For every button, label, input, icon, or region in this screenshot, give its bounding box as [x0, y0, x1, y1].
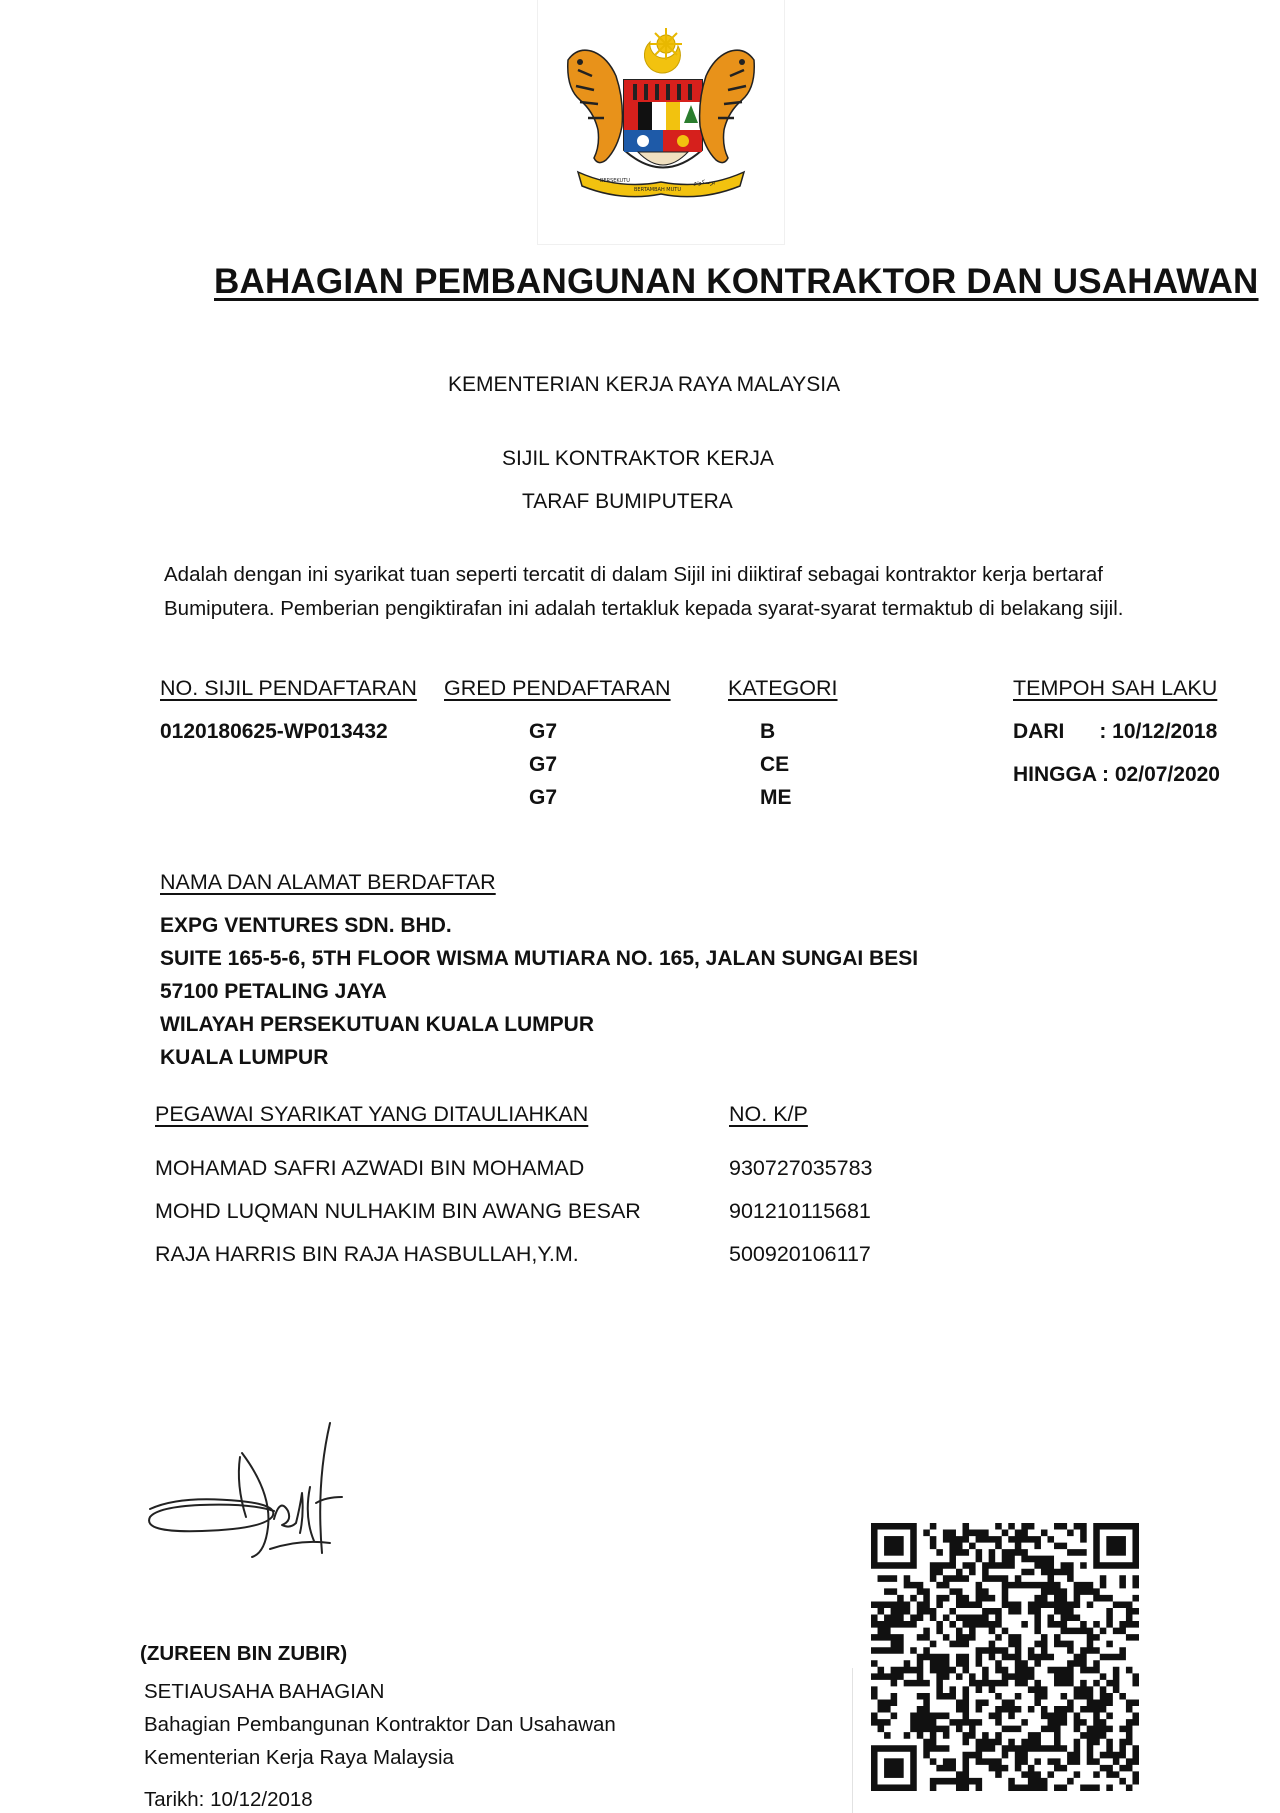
registration-number: 0120180625-WP013432: [160, 720, 388, 743]
issue-date: Tarikh: 10/12/2018: [144, 1788, 313, 1811]
signatory-ministry: Kementerian Kerja Raya Malaysia: [144, 1746, 454, 1769]
grade-value: G7: [529, 753, 558, 776]
certificate-title: SIJIL KONTRAKTOR KERJA: [502, 447, 774, 470]
category-value: ME: [760, 786, 792, 809]
officer-id: 930727035783: [729, 1156, 873, 1180]
signatory-title: SETIAUSAHA BAHAGIAN: [144, 1680, 385, 1703]
category-header: KATEGORI: [728, 676, 838, 700]
officer-id: 901210115681: [729, 1199, 871, 1223]
company-address-line: KUALA LUMPUR: [160, 1046, 329, 1069]
division-title: BAHAGIAN PEMBANGUNAN KONTRAKTOR DAN USAHAWAN: [214, 262, 1259, 301]
officer-id: 500920106117: [729, 1242, 871, 1266]
svg-text:BERTAMBAH MUTU: BERTAMBAH MUTU: [634, 187, 681, 193]
qr-code: [871, 1523, 1139, 1791]
certificate-status: TARAF BUMIPUTERA: [522, 490, 733, 513]
intro-paragraph: Adalah dengan ini syarikat tuan seperti tercatit di dalam Sijil ini diiktiraf sebagai kontraktor kerja bertaraf Bumiputera. Pemberian pengiktirafan ini adalah tertakluk kepada syarat-syarat termaktub di belakang sijil.: [164, 563, 1124, 620]
signatory-name: (ZUREEN BIN ZUBIR): [140, 1642, 348, 1665]
divider: [852, 1668, 853, 1813]
signature: [140, 1413, 383, 1613]
company-address-line: 57100 PETALING JAYA: [160, 980, 387, 1003]
officer-id-header: NO. K/P: [729, 1102, 808, 1126]
officers-header: PEGAWAI SYARIKAT YANG DITAULIAHKAN: [155, 1102, 589, 1126]
coat-of-arms: [537, 0, 785, 245]
reg-no-header: NO. SIJIL PENDAFTARAN: [160, 676, 417, 700]
officer-name: MOHAMAD SAFRI AZWADI BIN MOHAMAD: [155, 1156, 585, 1180]
officer-name: RAJA HARRIS BIN RAJA HASBULLAH,Y.M.: [155, 1242, 579, 1266]
company-address-line: WILAYAH PERSEKUTUAN KUALA LUMPUR: [160, 1013, 595, 1036]
signatory-division: Bahagian Pembangunan Kontraktor Dan Usahawan: [144, 1713, 616, 1736]
ministry-name: KEMENTERIAN KERJA RAYA MALAYSIA: [448, 373, 841, 396]
company-name: EXPG VENTURES SDN. BHD.: [160, 914, 452, 937]
grade-value: G7: [529, 720, 558, 743]
coat-of-arms-icon: [538, 0, 784, 244]
category-value: B: [760, 720, 776, 743]
company-header: NAMA DAN ALAMAT BERDAFTAR: [160, 870, 496, 894]
qr-code-icon: [871, 1523, 1139, 1791]
company-address-line: SUITE 165-5-6, 5TH FLOOR WISMA MUTIARA NO. 165, JALAN SUNGAI BESI: [160, 947, 919, 970]
category-value: CE: [760, 753, 790, 776]
valid-from: DARI : 10/12/2018: [1013, 720, 1218, 743]
grade-header: GRED PENDAFTARAN: [444, 676, 671, 700]
validity-header: TEMPOH SAH LAKU: [1013, 676, 1218, 700]
officer-name: MOHD LUQMAN NULHAKIM BIN AWANG BESAR: [155, 1199, 641, 1223]
svg-text:BERSEKUTU: BERSEKUTU: [600, 178, 630, 184]
svg-text:ﺑﺮﺳﻜﻮﺗﻮ: ﺑﺮﺳﻜﻮﺗﻮ: [694, 179, 716, 186]
valid-to: HINGGA : 02/07/2020: [1013, 763, 1220, 786]
grade-value: G7: [529, 786, 558, 809]
